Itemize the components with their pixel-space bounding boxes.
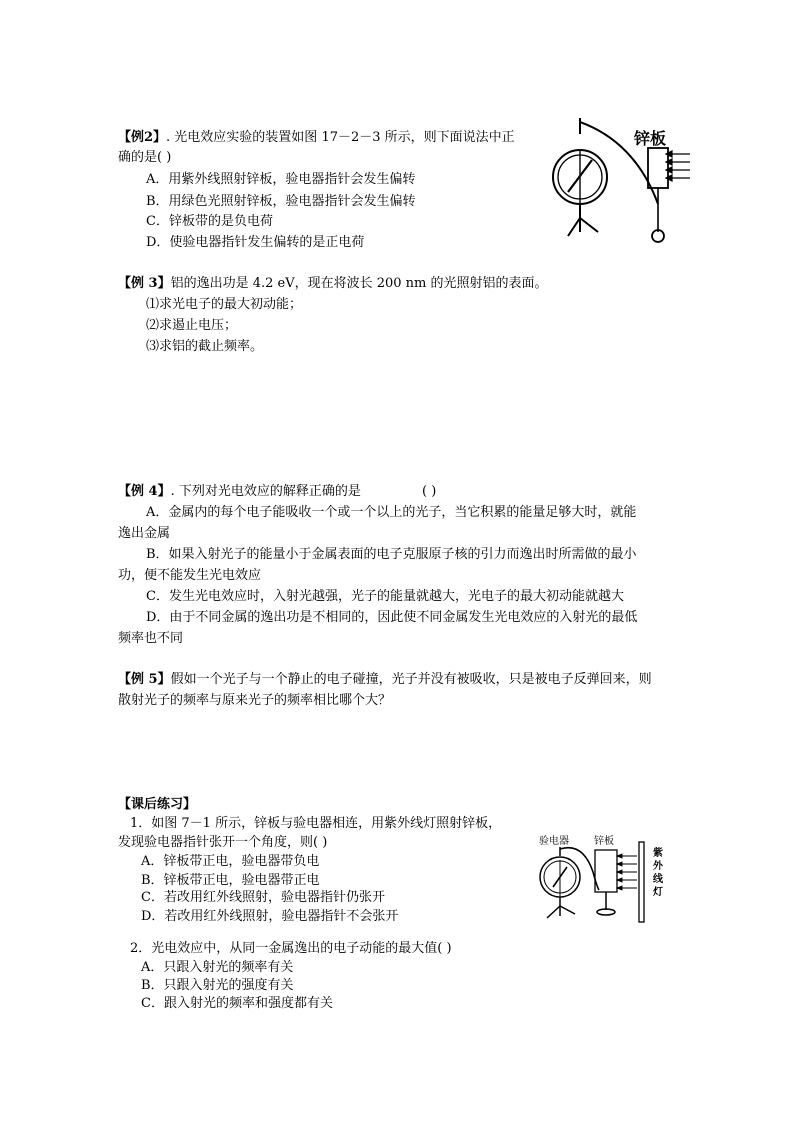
exercise2-option-c: C．跟入射光的频率和强度都有关 [141, 996, 333, 1011]
example5-question-line1 [118, 671, 652, 689]
example4-option-c: C．发生光电效应时，入射光越强，光子的能量就越大，光电子的最大初动能就越大 [146, 589, 624, 604]
exercise1-figure-lamp-label-4: 灯 [653, 887, 663, 898]
example2-option-b: B．用绿色光照射锌板，验电器指针会发生偏转 [146, 194, 416, 209]
exercises-heading: 【课后练习】 [118, 797, 197, 812]
exercise1-question-line2: 发现验电器指针张开一个角度，则( ) [118, 835, 328, 850]
example3-tag: 【例 3】 [118, 276, 171, 291]
example3-part-3: ⑶求铝的截止频率。 [146, 339, 264, 354]
example4-answer-paren: ( ) [422, 484, 437, 499]
exercise1-figure-lamp-label-2: 外 [653, 861, 663, 872]
exercise1-figure-lamp-label-3: 线 [653, 874, 663, 885]
example4-option-b-line2: 功，便不能发生光电效应 [118, 568, 262, 583]
example5-tag: 【例 5】 [118, 672, 171, 687]
exercise1-option-a: A．锌板带正电，验电器带负电 [141, 854, 320, 869]
example4-question-text: . 下列对光电效应的解释正确的是 [170, 484, 361, 499]
example3-question [118, 275, 548, 293]
example2-question-line2: 确的是( ) [118, 150, 172, 165]
example2-question-text: . 光电效应实验的装置如图 17－2－3 所示，则下面说法中正 [166, 130, 515, 145]
example2-figure-label: 锌板 [634, 129, 667, 148]
example3-part-1: ⑴求光电子的最大初动能； [146, 297, 303, 312]
example2-option-c: C．锌板带的是负电荷 [146, 214, 273, 229]
example4-option-d-line2: 频率也不同 [118, 631, 184, 646]
exercise1-figure-zinc-label: 锌板 [594, 836, 614, 847]
exercise1-option-b: B．锌板带正电，验电器带正电 [141, 873, 320, 888]
example4-question [118, 483, 361, 501]
example2-option-d: D．使验电器指针发生偏转的是正电荷 [146, 235, 365, 250]
example4-tag: 【例 4】 [118, 484, 171, 499]
example2-figure [540, 112, 700, 252]
example5-question-line2: 散射光子的频率与原来光子的频率相比哪个大？ [118, 693, 392, 708]
exercise1-question-line1: 1．如图 7－1 所示，锌板与验电器相连，用紫外线灯照射锌板， [130, 816, 502, 831]
exercise2-option-a: A．只跟入射光的频率有关 [141, 960, 294, 975]
example4-option-d-line1: D．由于不同金属的逸出功是不相同的，因此使不同金属发生光电效应的入射光的最低 [146, 610, 638, 625]
example2-question-line1 [118, 129, 515, 147]
example2-tag: 【例2】 [118, 130, 167, 145]
example4-option-b-line1: B．如果入射光子的能量小于金属表面的电子克服原子核的引力而逸出时所需做的最小 [146, 547, 637, 562]
exercise2-question: 2．光电效应中，从同一金属逸出的电子动能的最大值( ) [130, 941, 452, 956]
example4-option-a-line2: 逸出金属 [118, 526, 171, 541]
exercise1-figure-lamp-label-1: 紫 [653, 848, 663, 859]
example2-option-a: A．用紫外线照射锌板，验电器指针会发生偏转 [146, 172, 416, 187]
example5-question-text: 假如一个光子与一个静止的电子碰撞，光子并没有被吸收，只是被电子反弹回来，则 [170, 672, 652, 687]
example3-question-text: 铝的逸出功是 4.2 eV，现在将波长 200 nm 的光照射铝的表面。 [170, 276, 548, 291]
exercise1-figure-electroscope-label: 验电器 [539, 836, 569, 847]
exercise2-option-b: B．只跟入射光的强度有关 [141, 978, 294, 993]
example3-part-2: ⑵求遏止电压； [146, 318, 238, 333]
exercise1-figure [533, 832, 683, 927]
exercise1-option-c: C．若改用红外线照射，验电器指针仍张开 [141, 890, 385, 905]
example4-option-a-line1: A．金属内的每个电子能吸收一个或一个以上的光子，当它积累的能量足够大时，就能 [146, 505, 637, 520]
exercise1-option-d: D．若改用红外线照射，验电器指针不会张开 [141, 909, 399, 924]
